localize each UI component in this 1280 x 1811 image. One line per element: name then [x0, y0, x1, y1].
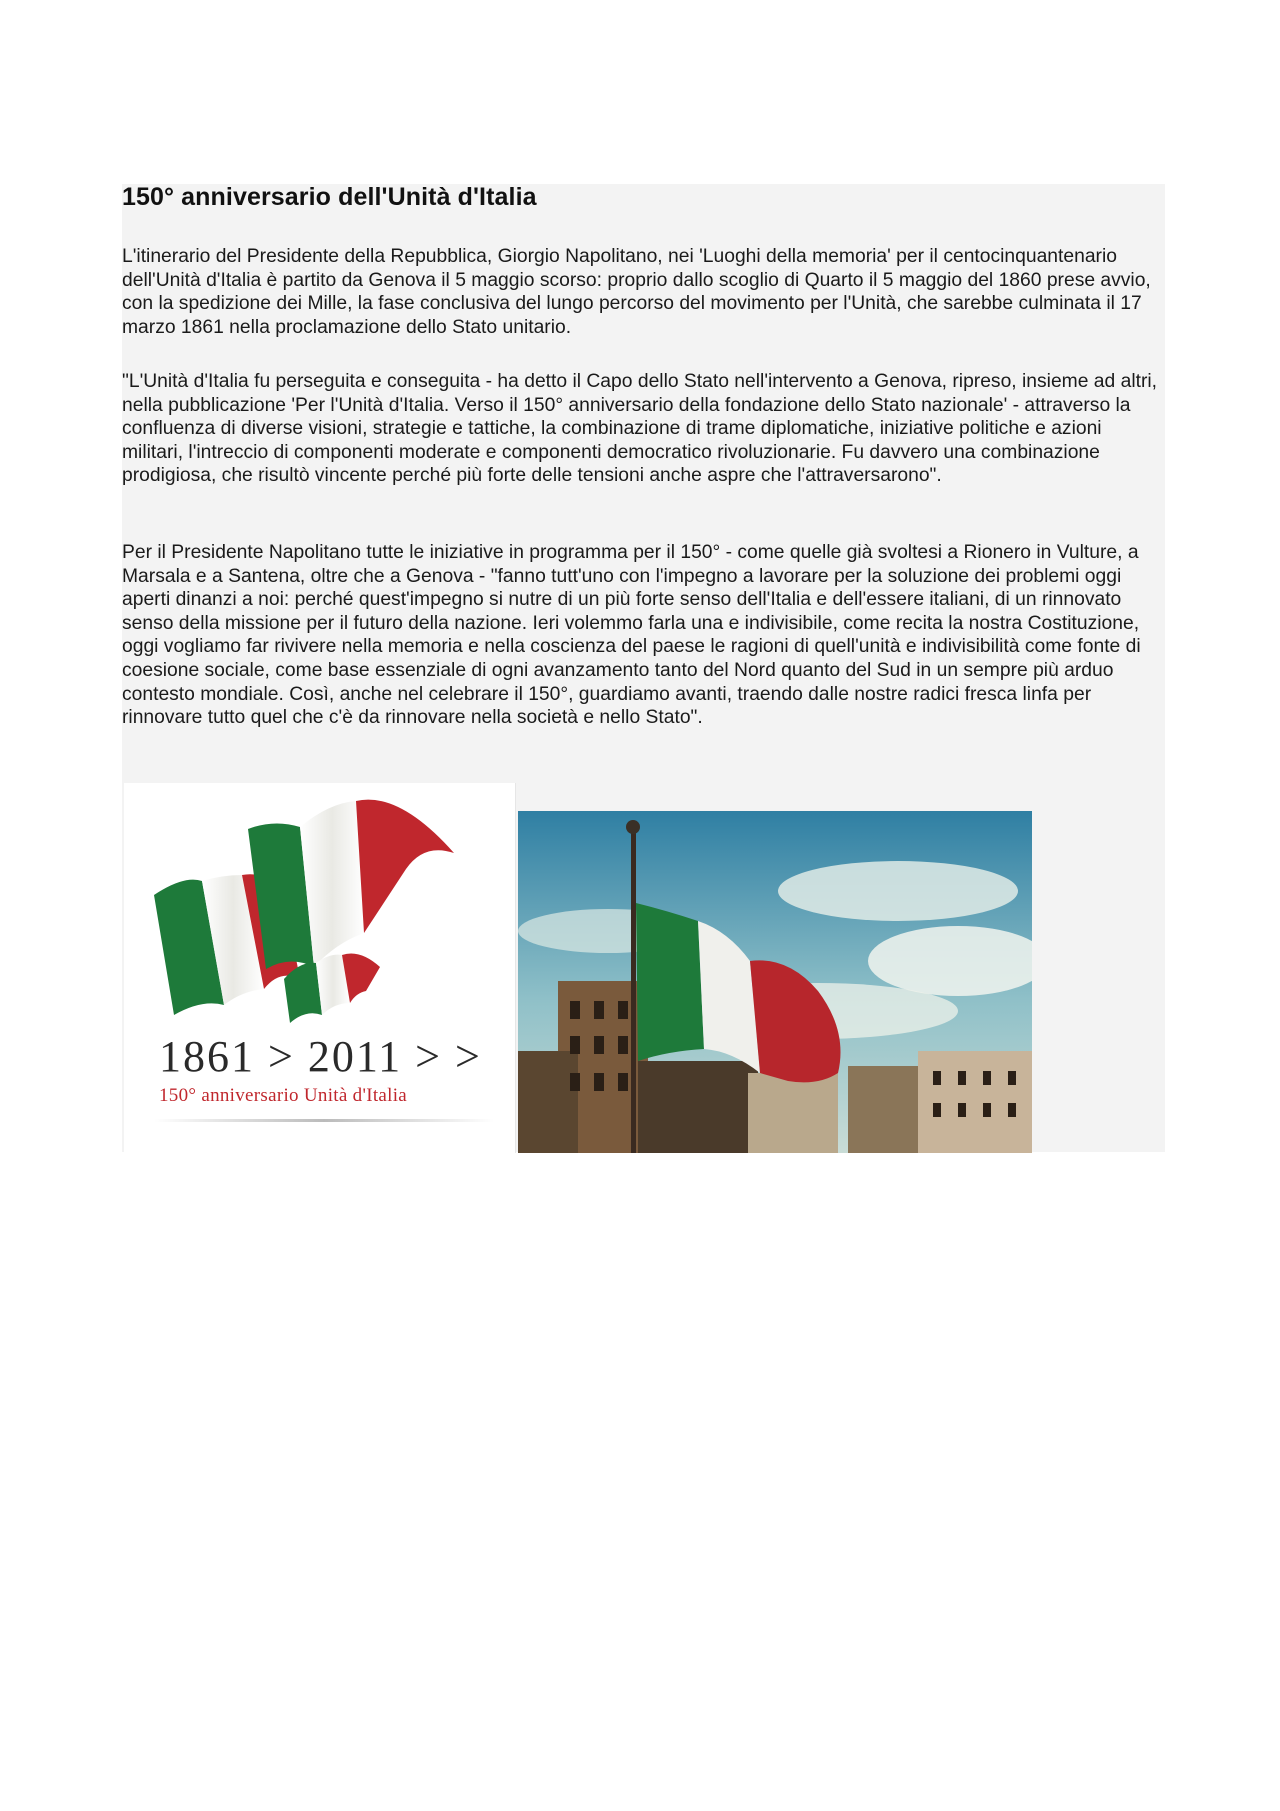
- logo-years-text: 1861 > 2011 > >: [159, 1032, 482, 1081]
- flag-over-rome-photo: [518, 811, 1032, 1153]
- paragraph-1: L'itinerario del Presidente della Repubblica, Giorgio Napolitano, nei 'Luoghi della memoria' per il centocinquantenario dell'Unità d'Italia è partito da Genova il 5 maggio scorso: proprio dallo scoglio di Quarto il 5 maggio del 1860 prese avvio, con la spedizione dei Mille, la fase conclusiva del lungo percorso del movimento per l'Unità, che sarebbe culminata il 17 marzo 1861 nella proclamazione dello Stato unitario.: [122, 246, 1151, 338]
- flag-photo-icon: [518, 811, 1032, 1153]
- logo-underline: [154, 1119, 494, 1122]
- paragraph-3: Per il Presidente Napolitano tutte le iniziative in programma per il 150° - come quelle già svoltesi a Rionero in Vulture, a Marsala e a Santena, oltre che a Genova - "fanno tutt'uno con l'impegno a lavorare per la soluzione dei problemi oggi aperti dinanzi a noi: perché quest'impegno si nutre di un più forte senso dell'Italia e dell'essere italiani, di un rinnovato senso della missione per il futuro della nazione. Ieri volemmo farla una e indivisibile, come recita la nostra Costituzione, oggi vogliamo far rivivere nella memoria e nella coscienza del paese le ragioni di quell'unità e indivisibilità come fonte di coesione sociale, come base essenziale di ogni avanzamento tanto del Nord quanto del Sud in un sempre più arduo contesto mondiale. Così, anche nel celebrare il 150°, guardiamo avanti, traendo dalle nostre radici fresca linfa per rinnovare tutto quel che c'è da rinnovare nella società e nello Stato".: [122, 542, 1141, 729]
- paragraph-2: "L'Unità d'Italia fu perseguita e conseguita - ha detto il Capo dello Stato nell'intervento a Genova, ripreso, insieme ad altri, nella pubblicazione 'Per l'Unità d'Italia. Verso il 150° anniversario della fondazione dello Stato nazionale' - attraverso la confluenza di diverse visioni, strategie e tattiche, la combinazione di trame diplomatiche, iniziative politiche e azioni militari, l'intreccio di componenti moderate e componenti democratico rivoluzionarie. Fu davvero una combinazione prodigiosa, che risultò vincente perché più forte delle tensioni anche aspre che l'attraversarono".: [122, 371, 1158, 487]
- waving-flags-icon: [124, 783, 515, 1033]
- anniversary-logo-image: [124, 783, 516, 1153]
- article-title: 150° anniversario dell'Unità d'Italia: [122, 183, 537, 211]
- logo-subtitle-text: 150° anniversario Unità d'Italia: [159, 1085, 408, 1106]
